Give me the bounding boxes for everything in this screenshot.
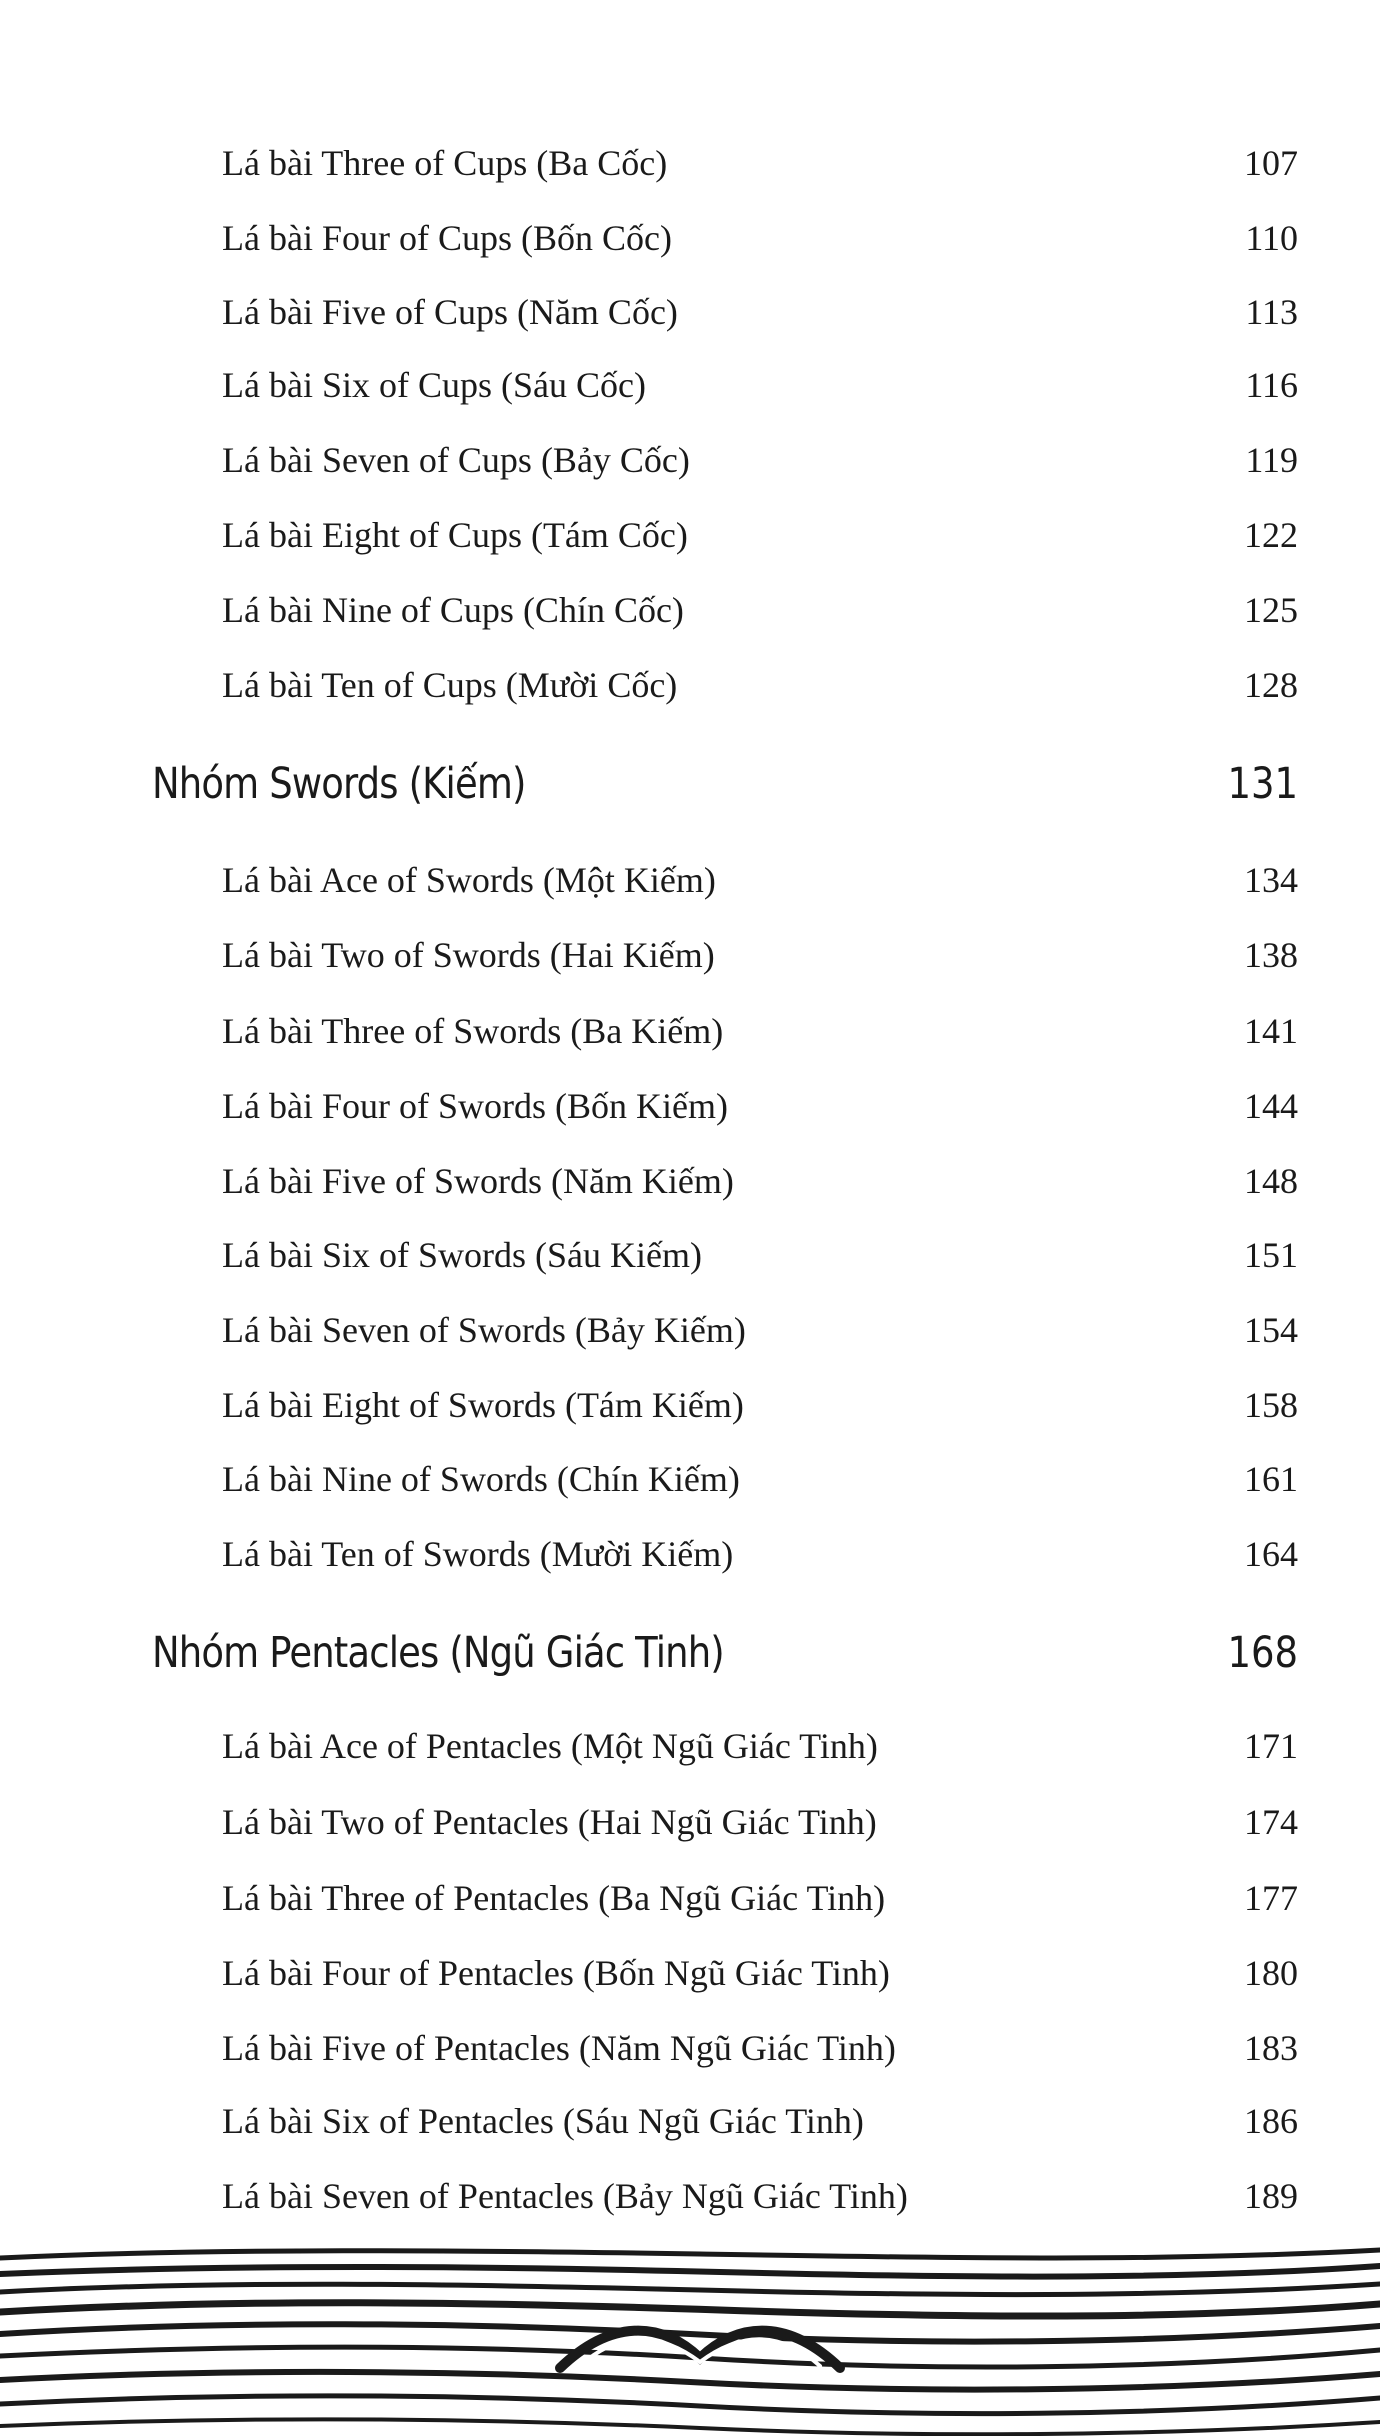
- toc-entry-page: 116: [1245, 365, 1298, 405]
- toc-entry: [0, 1225, 1380, 1285]
- toc-entry-title: Lá bài Nine of Cups (Chín Cốc): [222, 590, 684, 630]
- toc-entry-title: Lá bài Five of Swords (Năm Kiếm): [222, 1161, 734, 1201]
- toc-entry: [0, 2166, 1380, 2226]
- toc-section-title: Nhóm Pentacles (Ngũ Giác Tinh): [152, 1628, 724, 1678]
- toc-entry-title: Lá bài Four of Cups (Bốn Cốc): [222, 218, 672, 258]
- toc-entry-title: Lá bài Three of Cups (Ba Cốc): [222, 143, 668, 183]
- toc-entry-page: 174: [1244, 1802, 1298, 1842]
- toc-entry-title: Lá bài Ten of Swords (Mười Kiếm): [222, 1534, 734, 1574]
- toc-entry: [0, 1151, 1380, 1211]
- toc-entry: [0, 1375, 1380, 1435]
- toc-entry: [0, 925, 1380, 985]
- toc-entry-title: Lá bài Seven of Cups (Bảy Cốc): [222, 440, 690, 480]
- toc-entry-title: Lá bài Four of Swords (Bốn Kiếm): [222, 1086, 728, 1126]
- toc-entry-page: 138: [1244, 935, 1298, 975]
- toc-entry-title: Lá bài Nine of Swords (Chín Kiếm): [222, 1459, 740, 1499]
- toc-entry-title: Lá bài Five of Pentacles (Năm Ngũ Giác Tinh): [222, 2028, 896, 2068]
- toc-entry-page: 180: [1244, 1953, 1298, 1993]
- toc-entry-page: 158: [1244, 1385, 1298, 1425]
- toc-entry-title: Lá bài Four of Pentacles (Bốn Ngũ Giác Tinh): [222, 1953, 890, 1993]
- footer-wave-ornament-icon: [0, 2240, 1380, 2436]
- toc-entry: [0, 355, 1380, 415]
- toc-entry-title: Lá bài Ace of Pentacles (Một Ngũ Giác Tinh): [222, 1726, 878, 1766]
- toc-entry: [0, 1868, 1380, 1928]
- toc-entry-title: Lá bài Six of Cups (Sáu Cốc): [222, 365, 646, 405]
- toc-entry: [0, 282, 1380, 342]
- toc-entry-title: Lá bài Ten of Cups (Mười Cốc): [222, 665, 678, 705]
- toc-entry: [0, 1524, 1380, 1584]
- toc-entry: [0, 1792, 1380, 1852]
- toc-entry-title: Lá bài Eight of Cups (Tám Cốc): [222, 515, 688, 555]
- toc-section-page: 168: [1227, 1628, 1298, 1678]
- toc-entry-page: 189: [1244, 2176, 1298, 2216]
- toc-section-heading: [0, 1617, 1380, 1689]
- toc-entry-title: Lá bài Seven of Swords (Bảy Kiếm): [222, 1310, 746, 1350]
- toc-entry-page: 110: [1245, 218, 1298, 258]
- toc-section-heading: [0, 748, 1380, 820]
- toc-entry: [0, 133, 1380, 193]
- toc-entry-page: 119: [1245, 440, 1298, 480]
- toc-entry: [0, 655, 1380, 715]
- toc-entry-title: Lá bài Six of Swords (Sáu Kiếm): [222, 1235, 702, 1275]
- toc-entry-title: Lá bài Two of Swords (Hai Kiếm): [222, 935, 715, 975]
- toc-section-title: Nhóm Swords (Kiếm): [152, 759, 526, 809]
- toc-entry-title: Lá bài Three of Swords (Ba Kiếm): [222, 1011, 724, 1051]
- toc-entry: [0, 1716, 1380, 1776]
- toc-entry-page: 134: [1244, 860, 1298, 900]
- toc-entry: [0, 1300, 1380, 1360]
- toc-entry-page: 154: [1244, 1310, 1298, 1350]
- toc-entry-page: 161: [1244, 1459, 1298, 1499]
- toc-entry-page: 141: [1244, 1011, 1298, 1051]
- toc-entry: [0, 208, 1380, 268]
- toc-entry-title: Lá bài Five of Cups (Năm Cốc): [222, 292, 678, 332]
- toc-entry-page: 186: [1244, 2101, 1298, 2141]
- toc-entry-page: 183: [1244, 2028, 1298, 2068]
- toc-entry: [0, 2018, 1380, 2078]
- toc-entry-page: 148: [1244, 1161, 1298, 1201]
- toc-entry: [0, 505, 1380, 565]
- toc-entry-page: 122: [1244, 515, 1298, 555]
- toc-entry: [0, 1076, 1380, 1136]
- toc-entry-title: Lá bài Three of Pentacles (Ba Ngũ Giác Tinh): [222, 1878, 886, 1918]
- toc-entry-page: 177: [1244, 1878, 1298, 1918]
- toc-entry: [0, 850, 1380, 910]
- toc-entry: [0, 2091, 1380, 2151]
- toc-entry-page: 113: [1245, 292, 1298, 332]
- toc-entry-page: 107: [1244, 143, 1298, 183]
- toc-entry-title: Lá bài Ace of Swords (Một Kiếm): [222, 860, 716, 900]
- toc-entry: [0, 1943, 1380, 2003]
- toc-entry-title: Lá bài Eight of Swords (Tám Kiếm): [222, 1385, 744, 1425]
- toc-entry-page: 171: [1244, 1726, 1298, 1766]
- toc-entry: [0, 580, 1380, 640]
- toc-entry-title: Lá bài Six of Pentacles (Sáu Ngũ Giác Tinh): [222, 2101, 864, 2141]
- toc-entry: [0, 1449, 1380, 1509]
- toc-entry-page: 151: [1244, 1235, 1298, 1275]
- toc-entry-page: 164: [1244, 1534, 1298, 1574]
- toc-entry: [0, 430, 1380, 490]
- toc-entry-page: 128: [1244, 665, 1298, 705]
- toc-section-page: 131: [1227, 759, 1298, 809]
- toc-entry-page: 144: [1244, 1086, 1298, 1126]
- toc-entry-title: Lá bài Seven of Pentacles (Bảy Ngũ Giác Tinh): [222, 2176, 908, 2216]
- toc-entry-page: 125: [1244, 590, 1298, 630]
- toc-entry: [0, 1001, 1380, 1061]
- toc-entry-title: Lá bài Two of Pentacles (Hai Ngũ Giác Tinh): [222, 1802, 877, 1842]
